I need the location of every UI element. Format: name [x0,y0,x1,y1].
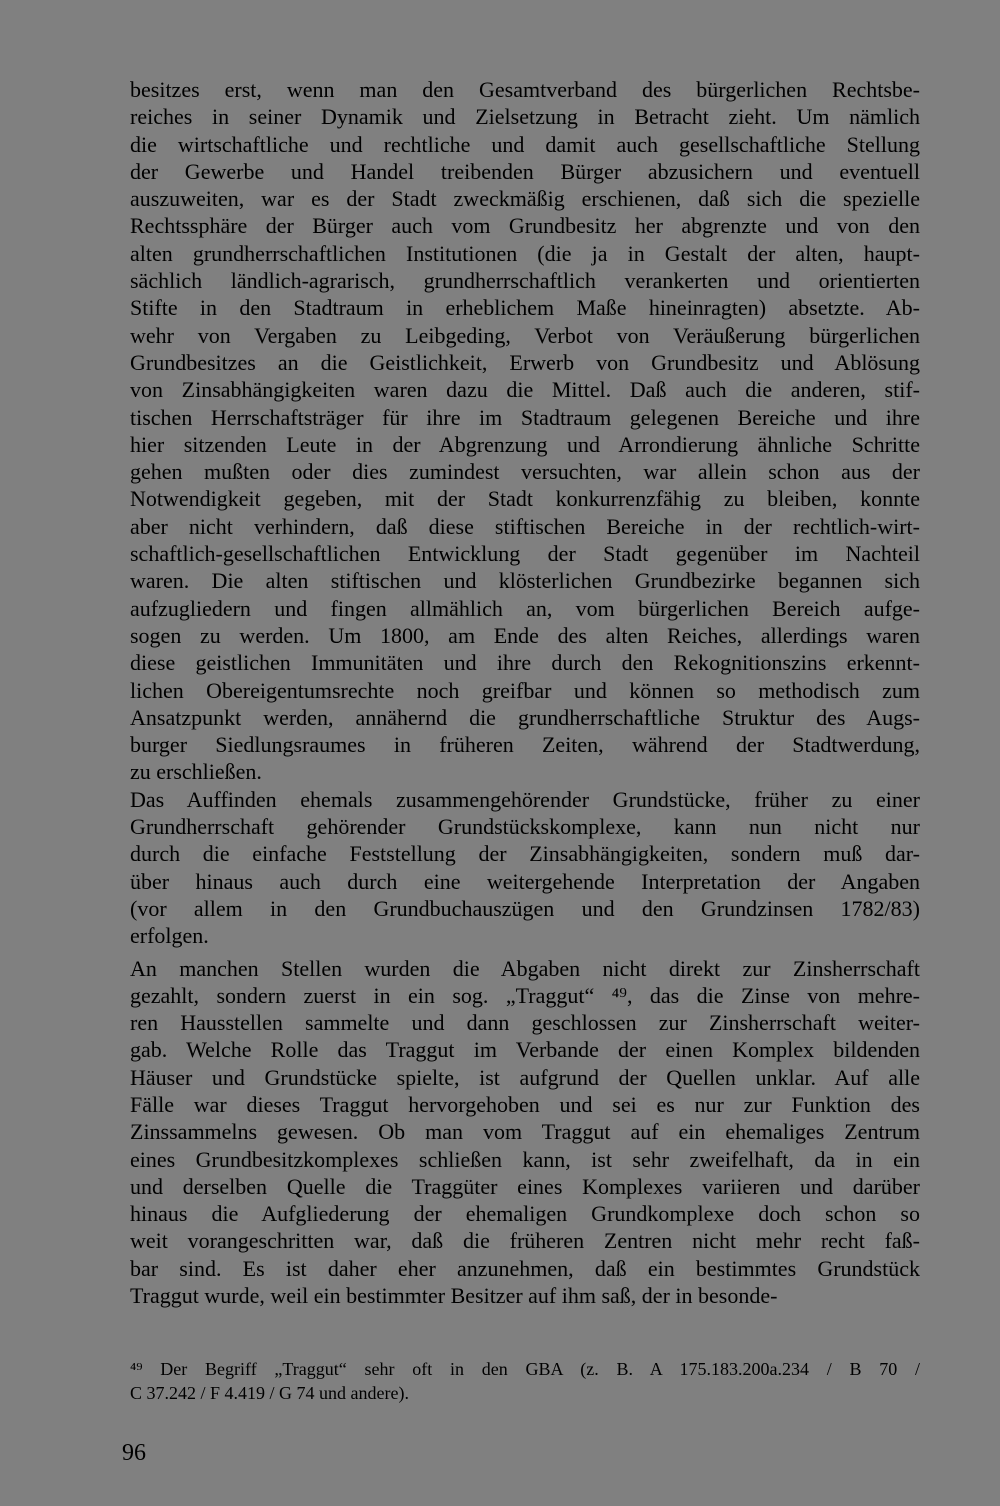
text-line: Traggut wurde, weil ein bestimmter Besitzer auf ihm saß, der in besonde- [130,1283,778,1309]
footnote-line: C 37.242 / F 4.419 / G 74 und andere). [130,1383,409,1403]
text-line: Ansatzpunkt werden, annähernd die grundherrschaftliche Struktur des Augs- [130,704,920,730]
text-line: alten grundherrschaftlichen Institutionen (die ja in Gestalt der alten, haupt- [130,240,920,266]
text-line: von Zinsabhängigkeiten waren dazu die Mittel. Daß auch die anderen, stif- [130,377,920,403]
text-line: besitzes erst, wenn man den Gesamtverband des bürgerlichen Rechtsbe- [130,77,920,102]
text-line: sächlich ländlich-agrarisch, grundherrschaftlich verankerten und orientierten [130,268,920,294]
text-line: waren. Die alten stiftischen und klösterlichen Grundbezirke begannen sich [130,568,920,594]
text-line: Stifte in den Stadtraum in erheblichem Maße hineinragten) absetzte. Ab- [130,295,920,321]
text-line: der Gewerbe und Handel treibenden Bürger abzusichern und eventuell [130,158,920,184]
footnote [130,1357,920,1405]
text-line: wehr von Vergaben zu Leibgeding, Verbot von Veräußerung bürgerlichen [130,322,920,348]
text-line: zu erschließen. [130,759,262,785]
text-line: Fälle war dieses Traggut hervorgehoben und sei es nur zur Funktion des [130,1091,920,1117]
text-line: bar sind. Es ist daher eher anzunehmen, daß ein bestimmtes Grundstück [130,1255,920,1281]
paragraph [130,786,920,950]
text-line: gezahlt, sondern zuerst in ein sog. „Traggut“ ⁴⁹, das die Zinse von mehre- [130,982,920,1008]
body-text [130,76,920,1309]
text-line: Notwendigkeit gegeben, mit der Stadt konkurrenzfähig zu bleiben, konnte [130,486,920,512]
text-line: Das Auffinden ehemals zusammengehörender Grundstücke, früher zu einer [130,786,920,812]
text-line: Grundherrschaft gehörender Grundstückskomplexe, kann nun nicht nur [130,814,920,840]
text-line: (vor allem in den Grundbuchauszügen und den Grundzinsen 1782/83) [130,895,920,921]
text-line: sogen zu werden. Um 1800, am Ende des alten Reiches, allerdings waren [130,622,920,648]
paragraph [130,955,920,1310]
text-line: lichen Obereigentumsrechte noch greifbar und können so methodisch zum [130,677,920,703]
text-line: gab. Welche Rolle das Traggut im Verbande der einen Komplex bildenden [130,1037,920,1063]
text-line: hier sitzenden Leute in der Abgrenzung und Arrondierung ähnliche Schritte [130,431,920,457]
text-line: An manchen Stellen wurden die Abgaben nicht direkt zur Zinsherrschaft [130,955,920,981]
text-line: durch die einfache Feststellung der Zinsabhängigkeiten, sondern muß dar- [130,841,920,867]
text-line: reiches in seiner Dynamik und Zielsetzung in Betracht zieht. Um nämlich [130,104,920,130]
text-line: aber nicht verhindern, daß diese stiftischen Bereiche in der rechtlich-wirt- [130,513,920,539]
text-line: tischen Herrschaftsträger für ihre im Stadtraum gelegenen Bereiche und ihre [130,404,920,430]
text-line: diese geistlichen Immunitäten und ihre durch den Rekognitionszins erkennt- [130,650,920,676]
text-line: die wirtschaftliche und rechtliche und damit auch gesellschaftliche Stellung [130,131,920,157]
text-line: Zinssammelns gewesen. Ob man vom Traggut auf ein ehemaliges Zentrum [130,1119,920,1145]
text-line: burger Siedlungsraumes in früheren Zeiten, während der Stadtwerdung, [130,732,920,758]
text-line: ren Hausstellen sammelte und dann geschlossen zur Zinsherrschaft weiter- [130,1010,920,1036]
text-line: erfolgen. [130,923,209,949]
text-line: Rechtssphäre der Bürger auch vom Grundbesitz her abgrenzte und von den [130,213,920,239]
text-line: schaftlich-gesellschaftlichen Entwicklung der Stadt gegenüber im Nachteil [130,541,920,567]
text-line: auszuweiten, war es der Stadt zweckmäßig erschienen, daß sich die spezielle [130,186,920,212]
text-line: weit vorangeschritten war, daß die früheren Zentren nicht mehr recht faß- [130,1228,920,1254]
footnote-line: ⁴⁹ Der Begriff „Traggut“ sehr oft in den GBA (z. B. A 175.183.200a.234 / B 70 / [130,1359,920,1379]
paragraph [130,76,920,786]
text-line: hinaus die Aufgliederung der ehemaligen Grundkomplexe doch schon so [130,1201,920,1227]
text-line: und derselben Quelle die Traggüter eines Komplexes variieren und darüber [130,1173,920,1199]
text-line: aufzugliedern und fingen allmählich an, vom bürgerlichen Bereich aufge- [130,595,920,621]
text-line: eines Grundbesitzkomplexes schließen kann, ist sehr zweifelhaft, da in ein [130,1146,920,1172]
text-line: über hinaus auch durch eine weitergehende Interpretation der Angaben [130,868,920,894]
text-line: gehen mußten oder dies zumindest versuchten, war allein schon aus der [130,459,920,485]
text-line: Grundbesitzes an die Geistlichkeit, Erwerb von Grundbesitz und Ablösung [130,349,920,375]
page-number: 96 [122,1440,146,1466]
text-line: Häuser und Grundstücke spielte, ist aufgrund der Quellen unklar. Auf alle [130,1064,920,1090]
